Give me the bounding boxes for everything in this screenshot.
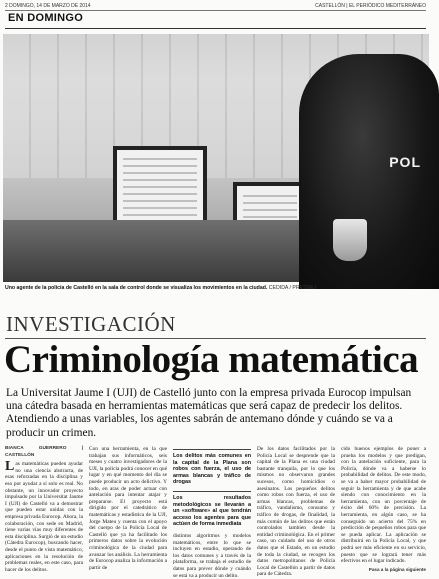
page-info: 2 DOMINGO, 14 DE MARZO DE 2014 xyxy=(5,3,91,9)
column-3-text: distintos algoritmos y modelos matemáticos, entre lo que se incluyen en estadio, operando de los datos comunes y a través de la plataforma, se trabaja el estudio de datos para prever dónde y cuándo se está va a producir un delito. xyxy=(173,532,251,579)
police-officer xyxy=(299,54,439,289)
pull-quote-1: Los delitos más comunes en la capital de la Plana son robos con fuerza, el uso de armas blancas y tráfico de drogas xyxy=(173,453,251,486)
body-column-4 xyxy=(257,446,335,578)
caption-text: Uno agente de la policía de Castelló en la sala de control donde se visualiza los movimientos en la ciudad. xyxy=(5,285,268,291)
section-divider xyxy=(5,28,426,29)
byline: BIANCA GUERRERO | CASTELLÓN xyxy=(5,446,83,458)
uniform-insignia-text: POL xyxy=(389,154,421,170)
article-body xyxy=(5,446,426,579)
column-1-text: as matemáticas pueden ayudar no una ciencia abstracta, de esas reforzadas en la disciplina y eso por ayudar a sí solo es real. No obstante, un innovador proyecto impulsado por la Universitat Jaume I (UJI) de Castelló va a demostrar que pueden estar unidas con la empresa privada Eurocop. Ahora, la colaboración, con sede en Madrid, tiene varias vías muy diferentes de esta disciplina. Surgió de un estudio (Cátedra Eurocop), buscando hacer, desde el punto de vista matemático, aplicaciones en la resolución de problemas reales, en este caso, para hacer de los delitos. xyxy=(5,461,83,573)
column-4-text: De los datos facilitados por la Policía Local se desprende que la capital de la Plana es una ciudad bastante tranquila, por lo que los mismos no observaron grandes sucesos, como homicidios o asesinatos. Los pequeños delitos como robos con fuerza, el uso de armas blancas, problemas de tráfico, vandalismo, consumo y tráfico de drogas, de finalidad, la más común de las delitos que están controlados tambien desde la entidad criminológica. En el primer caso, un cuidado del uso de otros datos que el Estado, en un estudio de toda la ciudad, se recogen los datos metropolitanos de Policía Local de Castellón a partir de datos para de Cátedra. xyxy=(257,446,335,578)
body-column-5 xyxy=(341,446,426,572)
body-column-3 xyxy=(173,446,251,579)
pull-quote-divider xyxy=(173,449,251,450)
photo-caption xyxy=(5,285,425,291)
pull-quote-2: Los resultados metodológicos se llevarán a un «software» al que tendrán acceso los agentes para que actúen de forma inmediata xyxy=(173,494,251,528)
control-room-photo xyxy=(3,34,429,282)
article-headline: Criminología matemática xyxy=(4,338,419,381)
masthead-right: CASTELLÓN | EL PERIÓDICO MEDITERRÁNEO xyxy=(315,3,426,9)
monitor-left xyxy=(113,146,207,226)
body-column-1 xyxy=(5,446,83,572)
section-label: EN DOMINGO xyxy=(8,12,84,24)
police-badge-icon xyxy=(333,219,367,261)
article-standfirst: La Universitat Jaume I (UJI) de Castelló junto con la empresa privada Eurocop impulsan una cátedra basada en herramientas matemáticas que será capaz de predecir los delitos. Atendiendo a unas variables, los agentes sabrán de antemano dónde y cuándo se va a producir un crimen. xyxy=(6,387,412,439)
caption-credit: CEDIDA / PRESSEJ xyxy=(268,285,317,291)
continuation-note[interactable]: Pasa a la página siguiente xyxy=(368,566,426,572)
body-column-2 xyxy=(89,446,167,572)
column-5-text: cido buenos ejemplos de poner a prueba los modelos y que predigan, con la antelación suficiente, para la Policía, dónde va a haberse lo probabilidad de delitos. De este modo, se va a haber mayor probabilidad de seguir la herramienta y de que acabe siendo con conocimiento en la herramienta, con un porcentaje de éxito del 60% de precisión. La herramienta, en algún caso, se ha conseguido un acierto del 75% en predicción de pequeños robos para que se pueda aplicar. La aplicación se distribuirá en la Policía Local, y que podrá ser más eficiente en su servicio, puesto que se logrará tener más efectivos en el lugar indicado. xyxy=(341,446,426,565)
masthead-bar xyxy=(5,2,426,11)
pull-quote-divider xyxy=(173,491,251,492)
article-kicker: INVESTIGACIÓN xyxy=(6,312,176,336)
column-2-text: Con una herramienta, en la que trabajan sus informáticos, seis meses y cuatro investigadores de la UJI, la policía podrá conocer en qué lugar y en qué momento del día se puede producir un acto delictivo. Y todo, en aras de poder actuar con antelación para intentar atajar y prepararse. El proyecto está dirigido por el catedrático de matemáticas y estadística de la UJI, Jorge Mateu y cuenta con el apoyo del cuerpo de la Policía Local de Castelló que ya ha facilitado los primeros datos sobre la evolución criminológica de la ciudad para avanzar los análisis. La herramienta de Eurocop analiza la información a partir de xyxy=(89,446,167,571)
drop-cap: L xyxy=(5,459,15,475)
